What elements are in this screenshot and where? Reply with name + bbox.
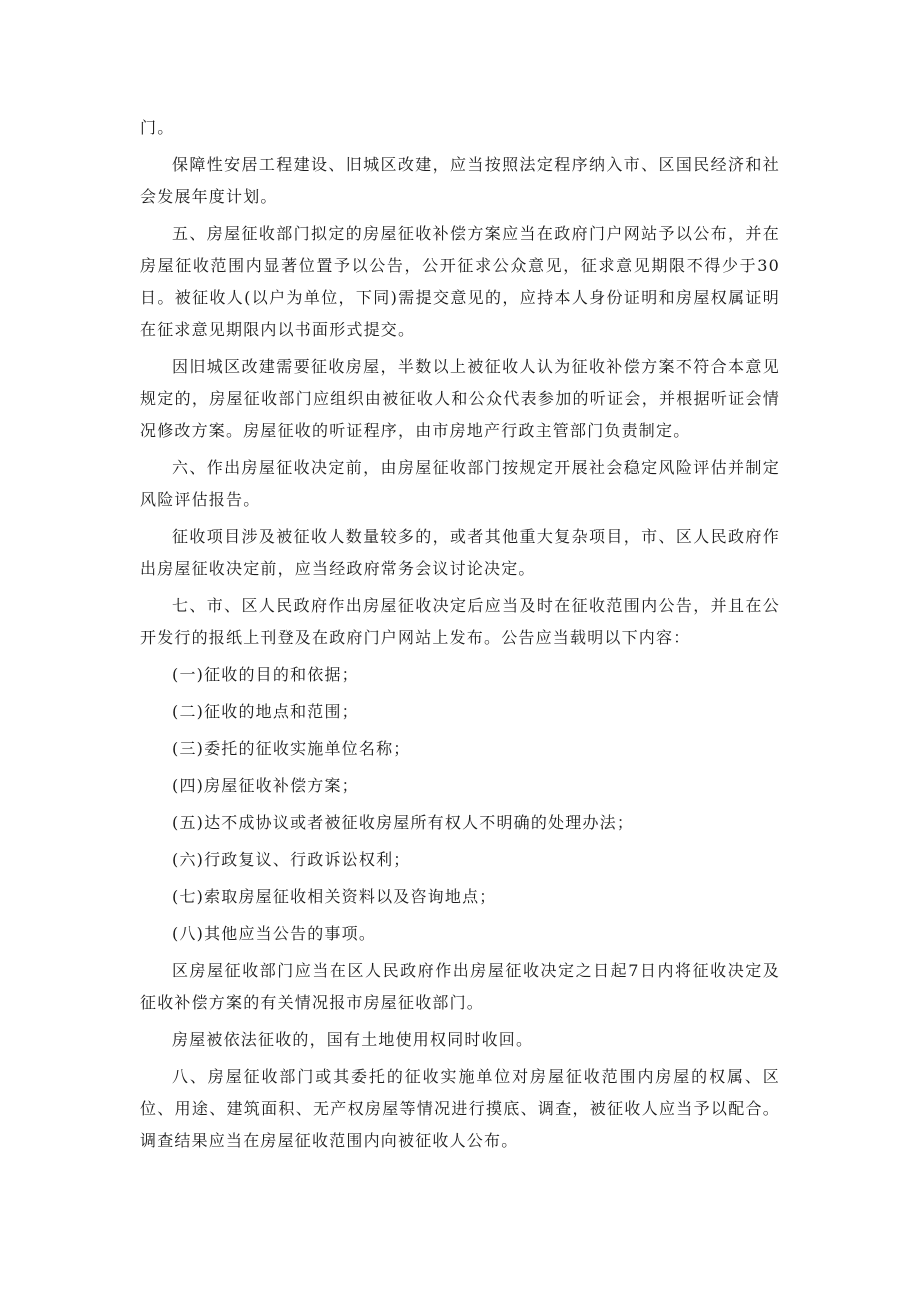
list-item: (八)其他应当公告的事项。 — [172, 924, 377, 943]
paragraph: 保障性安居工程建设、旧城区改建，应当按照法定程序纳入市、区国民经济和社会发展年度计划。 — [140, 155, 780, 206]
paragraph-section-7: 七、市、区人民政府作出房屋征收决定后应当及时在征收范围内公告，并且在公开发行的报纸上刊登及在政府门户网站上发布。公告应当载明以下内容： — [140, 596, 780, 647]
list-item: (四)房屋征收补偿方案； — [172, 776, 359, 795]
paragraph-section-8: 八、房屋征收部门或其委托的征收实施单位对房屋征收范围内房屋的权属、区位、用途、建筑面积、无产权房屋等情况进行摸底、调查，被征收人应当予以配合。调查结果应当在房屋征收范围内向被征收人公布。 — [140, 1067, 780, 1150]
paragraph: 房屋被依法征收的，国有土地使用权同时收回。 — [172, 1030, 534, 1049]
paragraph-section-6: 六、作出房屋征收决定前，由房屋征收部门按规定开展社会稳定风险评估并制定风险评估报告。 — [140, 458, 780, 509]
paragraph-continuation: 门。 — [140, 118, 175, 137]
list-item: (二)征收的地点和范围； — [172, 702, 359, 721]
paragraph-section-5: 五、房屋征收部门拟定的房屋征收补偿方案应当在政府门户网站予以公布，并在房屋征收范围内显著位置予以公告，公开征求公众意见，征求意见期限不得少于30日。被征收人(以户为单位，下同)需提交意见的，应持本人身份证明和房屋权属证明在征求意见期限内以书面形式提交。 — [140, 224, 780, 339]
document-body — [140, 112, 780, 1162]
list-item: (一)征收的目的和依据； — [172, 665, 359, 684]
paragraph: 征收项目涉及被征收人数量较多的，或者其他重大复杂项目，市、区人民政府作出房屋征收决定前，应当经政府常务会议讨论决定。 — [140, 527, 780, 578]
paragraph: 区房屋征收部门应当在区人民政府作出房屋征收决定之日起7日内将征收决定及征收补偿方案的有关情况报市房屋征收部门。 — [140, 961, 780, 1012]
list-item: (三)委托的征收实施单位名称； — [172, 739, 411, 758]
list-item: (七)索取房屋征收相关资料以及咨询地点； — [172, 887, 497, 906]
paragraph: 因旧城区改建需要征收房屋，半数以上被征收人认为征收补偿方案不符合本意见规定的，房屋征收部门应组织由被征收人和公众代表参加的听证会，并根据听证会情况修改方案。房屋征收的听证程序，由市房地产行政主管部门负责制定。 — [140, 357, 780, 440]
list-item: (六)行政复议、行政诉讼权利； — [172, 850, 411, 869]
list-item: (五)达不成协议或者被征收房屋所有权人不明确的处理办法； — [172, 813, 635, 832]
